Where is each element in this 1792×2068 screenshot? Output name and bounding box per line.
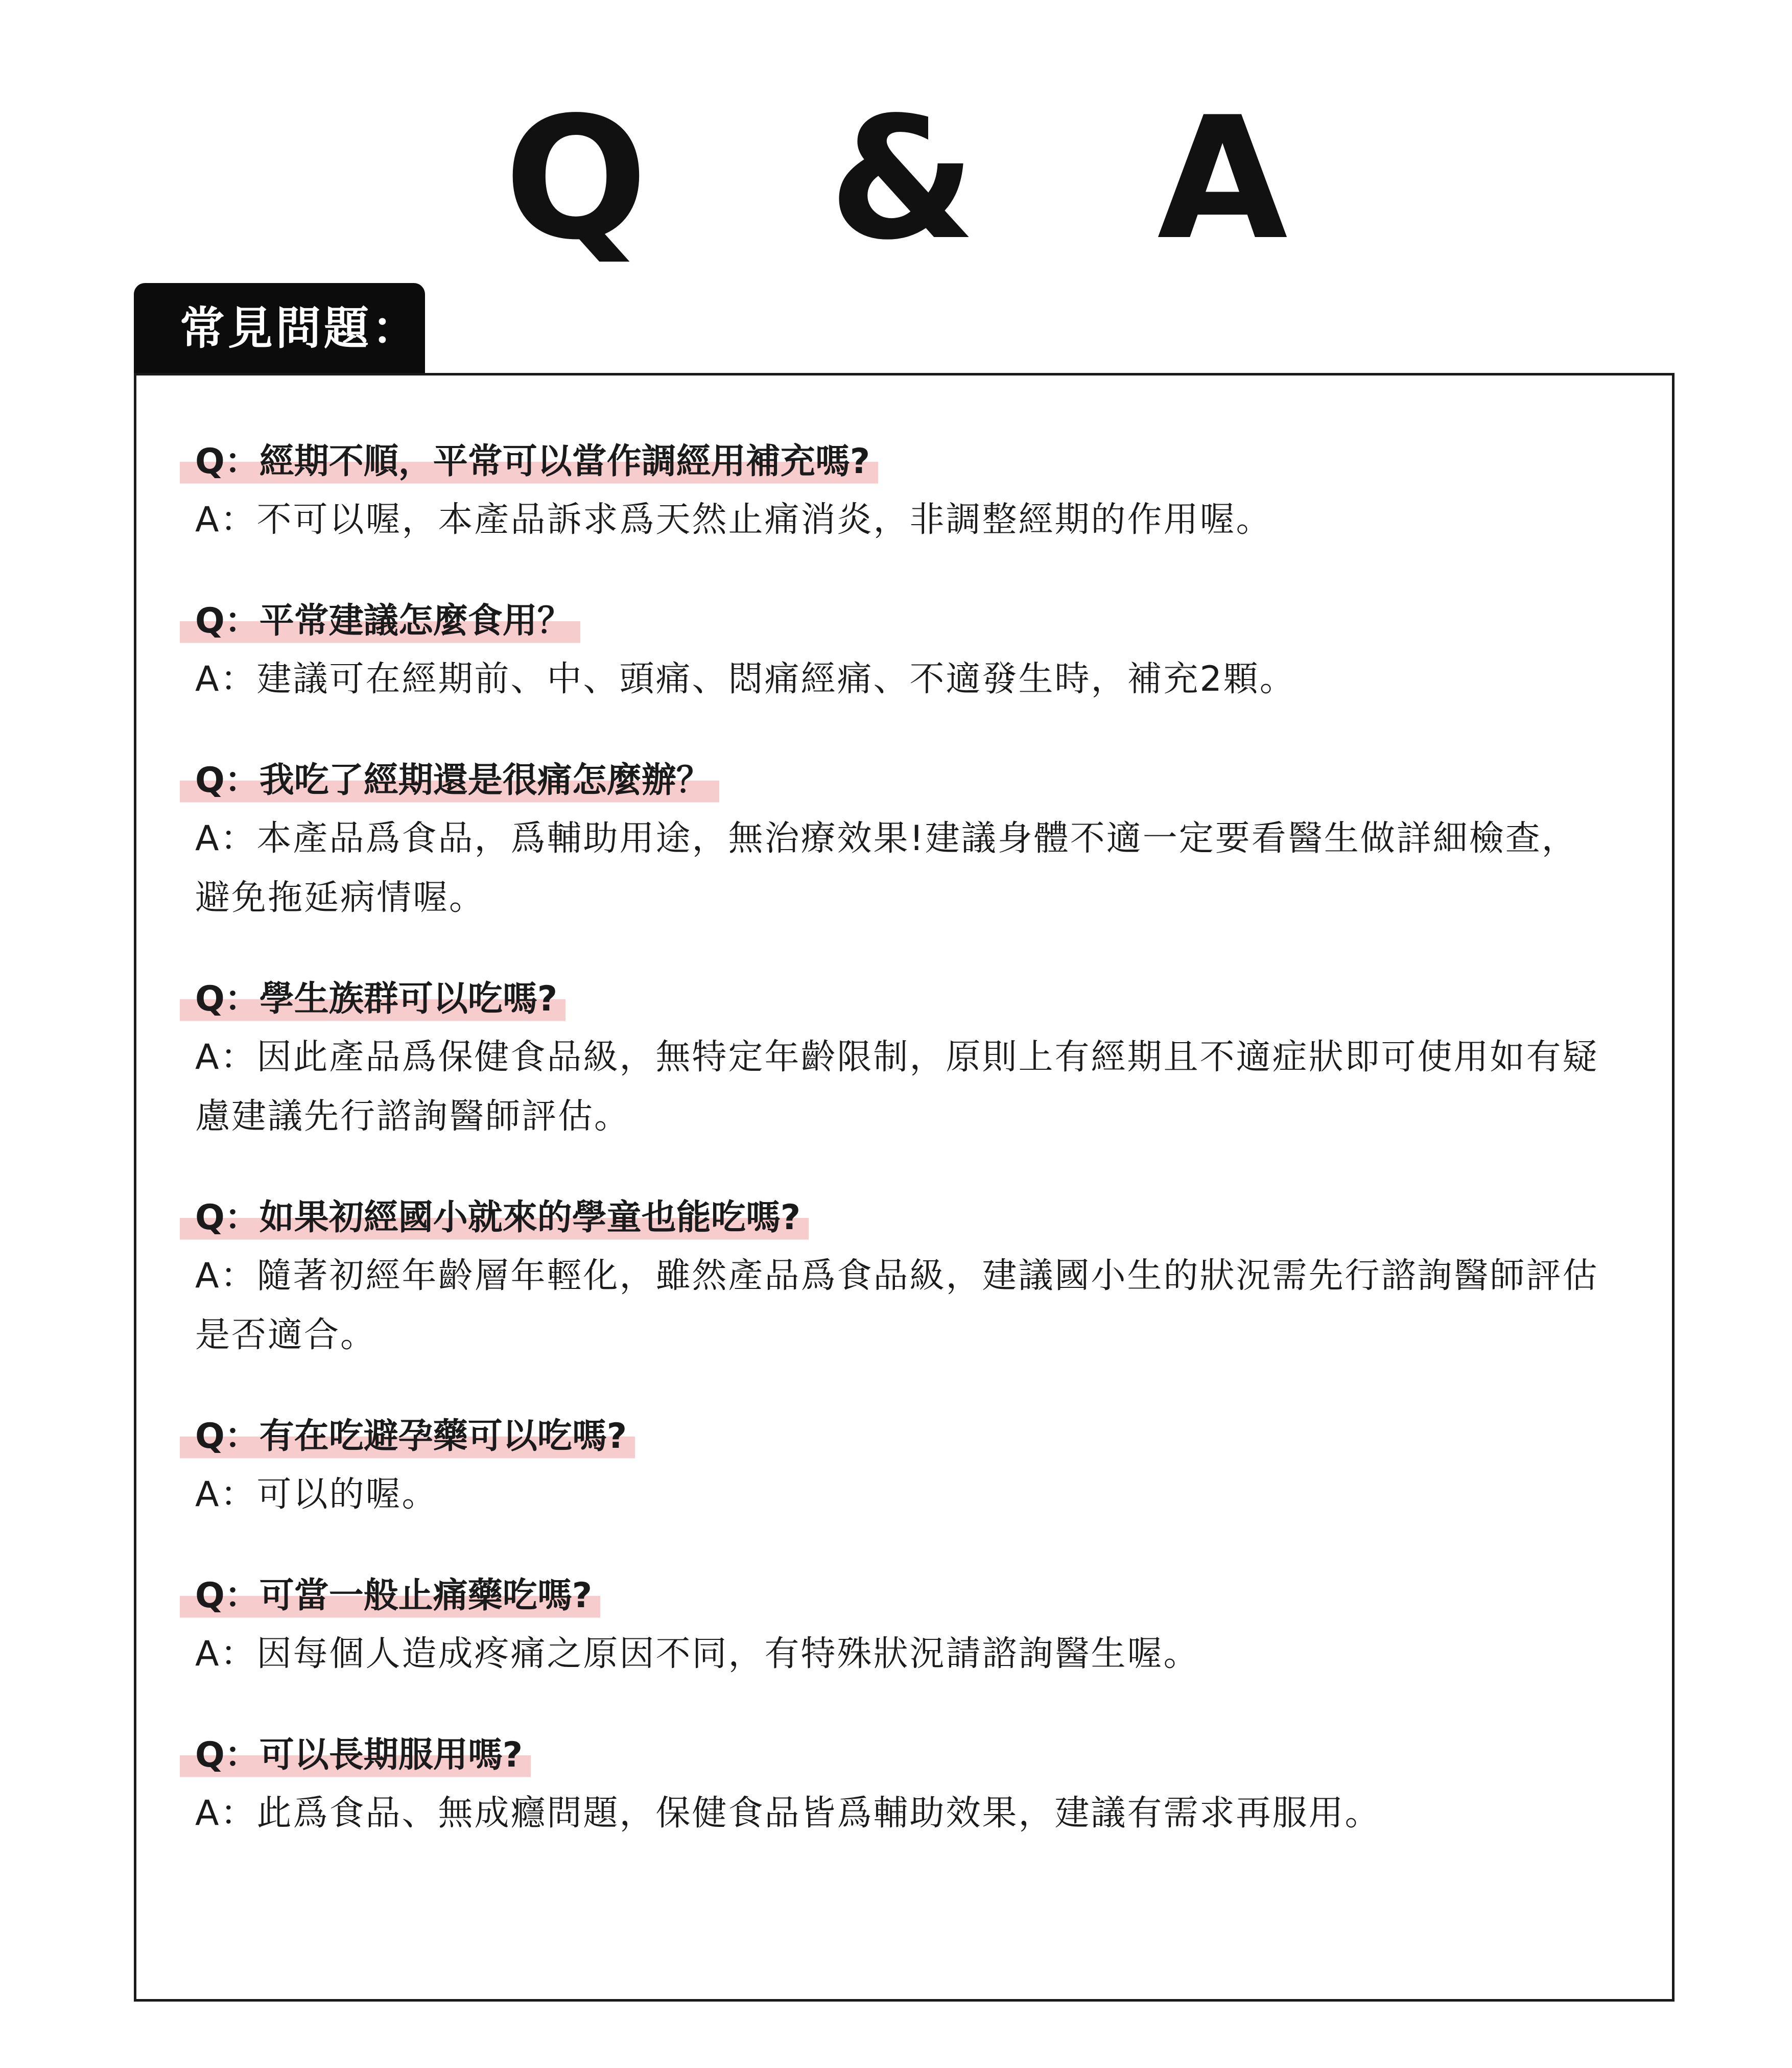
faq-question: Q：如果初經國小就來的學童也能吃嗎? bbox=[180, 1189, 809, 1247]
faq-item bbox=[195, 1189, 1625, 1365]
faq-answer: A：本產品爲食品，爲輔助用途，無治療效果!建議身體不適一定要看醫生做詳細檢查，避免拖延病情喔。 bbox=[195, 818, 1578, 918]
faq-answer: A：不可以喔，本產品訴求爲天然止痛消炎，非調整經期的作用喔。 bbox=[195, 500, 1272, 540]
faq-item bbox=[195, 1567, 1625, 1684]
faq-answer: A：此爲食品、無成癮問題，保健食品皆爲輔助效果，建議有需求再服用。 bbox=[195, 1793, 1381, 1834]
faq-item bbox=[195, 971, 1625, 1146]
faq-item bbox=[195, 433, 1625, 550]
faq-question: Q：有在吃避孕藥可以吃嗎? bbox=[180, 1408, 635, 1465]
section-label: 常見問題： bbox=[134, 283, 425, 374]
faq-question: Q：學生族群可以吃嗎? bbox=[180, 971, 565, 1028]
faq-question: Q：可當一般止痛藥吃嗎? bbox=[180, 1567, 600, 1625]
faq-answer: A：建議可在經期前、中、頭痛、悶痛經痛、不適發生時，補充2顆。 bbox=[195, 659, 1296, 699]
faq-item bbox=[195, 752, 1625, 928]
faq-list bbox=[195, 433, 1625, 1886]
faq-item bbox=[195, 593, 1625, 709]
faq-question: Q：可以長期服用嗎? bbox=[180, 1727, 531, 1784]
faq-answer: A：可以的喔。 bbox=[195, 1474, 438, 1515]
faq-answer: A：因每個人造成疼痛之原因不同，有特殊狀況請諮詢醫生喔。 bbox=[195, 1634, 1200, 1674]
faq-answer: A：隨著初經年齡層年輕化，雖然產品爲食品級，建議國小生的狀況需先行諮詢醫師評估是否適合。 bbox=[195, 1256, 1599, 1355]
faq-item bbox=[195, 1408, 1625, 1524]
faq-question: Q：平常建議怎麼食用？ bbox=[180, 593, 580, 650]
faq-answer: A：因此產品爲保健食品級，無特定年齡限制，原則上有經期且不適症狀即可使用如有疑慮建議先行諮詢醫師評估。 bbox=[195, 1037, 1599, 1137]
faq-question: Q：經期不順，平常可以當作調經用補充嗎? bbox=[180, 433, 878, 490]
faq-item bbox=[195, 1727, 1625, 1843]
page-title: Q & A bbox=[504, 81, 1349, 277]
faq-question: Q：我吃了經期還是很痛怎麼辦？ bbox=[180, 752, 719, 809]
